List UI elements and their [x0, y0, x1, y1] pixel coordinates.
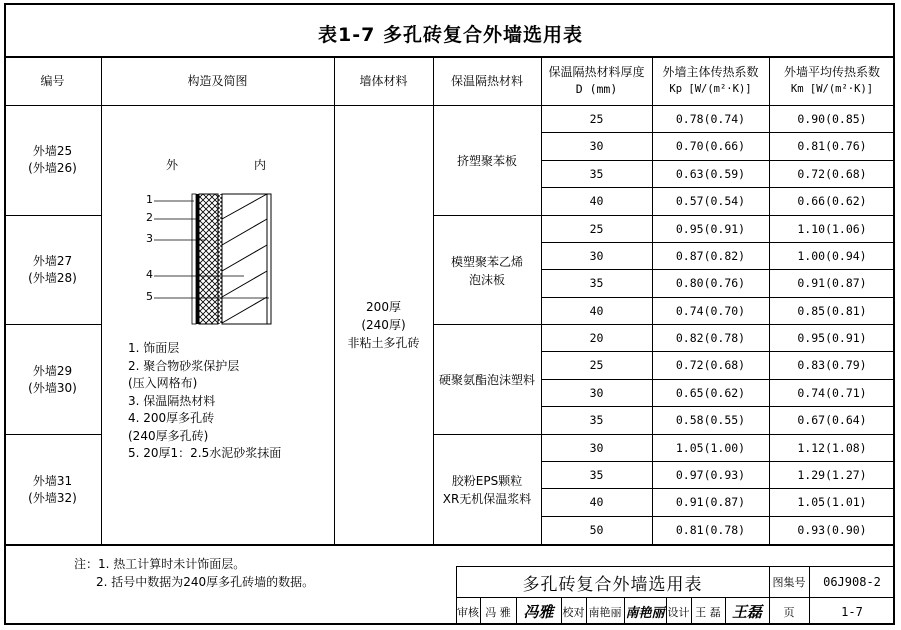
page-label: 页: [783, 605, 795, 619]
mortar-band: [218, 194, 222, 324]
kp-value: 0.63(0.59): [675, 166, 746, 181]
km-value: 1.29(1.27): [797, 467, 867, 482]
header-km: 外墙平均传热系数 Km [W/(m²·K)]: [783, 65, 880, 95]
insulation-material-cell: 胶粉EPS颗粒 XR无机保温浆料: [442, 473, 532, 506]
layer-number: 4: [146, 268, 153, 281]
atlas-number: 06J908-2: [823, 575, 881, 589]
thickness-value: 35: [589, 275, 604, 290]
header-kp: 外墙主体传热系数 Kp [W/(m²·K)]: [662, 65, 759, 95]
km-value: 0.74(0.71): [797, 385, 867, 400]
thickness-value: 35: [589, 412, 604, 427]
design-label: 设计: [667, 605, 690, 619]
diagram-inside-label: 内: [254, 158, 267, 172]
table-title: 表1-7 多孔砖复合外墙选用表: [318, 24, 583, 46]
layer-number: 3: [146, 232, 153, 245]
header-insulation-material: 保温隔热材料: [450, 73, 523, 88]
title-block-name: 多孔砖复合外墙选用表: [522, 574, 703, 595]
kp-value: 0.81(0.78): [675, 522, 746, 537]
km-value: 0.95(0.91): [797, 330, 867, 345]
checker-signature: 南艳丽: [625, 606, 665, 621]
finish-layer: [192, 194, 196, 324]
header-code: 编号: [40, 73, 65, 88]
km-value: 1.00(0.94): [797, 248, 867, 263]
code-cell: 外墙25 (外墙26): [28, 144, 77, 175]
km-value: 0.85(0.81): [797, 303, 867, 318]
code-cell: 外墙27 (外墙28): [28, 253, 77, 285]
reviewer-name: 冯 雅: [485, 605, 511, 619]
kp-value: 0.74(0.70): [675, 303, 746, 318]
thickness-value: 30: [589, 248, 604, 263]
kp-value: 0.82(0.78): [675, 330, 746, 345]
layer-number: 5: [146, 290, 153, 303]
insulation-material-cell: 模塑聚苯乙烯 泡沫板: [450, 254, 523, 287]
insulation-material-cell: 硬聚氨酯泡沫塑料: [438, 372, 535, 387]
layer-number: 1: [146, 193, 153, 206]
km-value: 0.83(0.79): [797, 357, 867, 372]
kp-value: 0.78(0.74): [675, 111, 746, 126]
insulation-layer: [199, 194, 218, 324]
thickness-value: 30: [589, 138, 604, 153]
km-value: 0.66(0.62): [797, 193, 867, 208]
km-value: 0.91(0.87): [797, 275, 867, 290]
atlas-label: 图集号: [772, 576, 806, 589]
brick-layer: [222, 194, 267, 324]
thickness-value: 30: [589, 385, 604, 400]
kp-value: 0.95(0.91): [675, 221, 746, 236]
kp-value: 0.91(0.87): [675, 494, 746, 509]
thickness-value: 25: [589, 357, 604, 372]
table-bottom-border: [4, 544, 895, 546]
km-value: 1.05(1.01): [797, 494, 867, 509]
thickness-value: 50: [589, 522, 604, 537]
note-1: 注：1. 热工计算时未计饰面层。: [74, 557, 246, 571]
thickness-value: 35: [589, 467, 604, 482]
thickness-value: 40: [589, 303, 604, 318]
code-cell: 外墙29 (外墙30): [28, 363, 77, 395]
thickness-value: 25: [589, 221, 604, 236]
wall-material-cell: 200厚 (240厚) 非粘土多孔砖: [347, 300, 420, 350]
kp-value: 0.57(0.54): [675, 193, 746, 208]
code-cell: 外墙31 (外墙32): [28, 473, 77, 505]
thickness-value: 20: [589, 330, 604, 345]
header-construction: 构造及简图: [187, 73, 248, 88]
thickness-value: 35: [589, 166, 604, 181]
wall-section-diagram: [140, 185, 300, 335]
layer-number: 2: [146, 211, 153, 224]
kp-value: 0.97(0.93): [675, 467, 746, 482]
designer-signature: 王磊: [731, 603, 762, 621]
km-value: 0.67(0.64): [797, 412, 867, 427]
kp-value: 0.87(0.82): [675, 248, 746, 263]
header-wall-material: 墙体材料: [359, 73, 408, 88]
note-2: 2. 括号中数据为240厚多孔砖墙的数据。: [96, 575, 315, 589]
kp-value: 0.65(0.62): [675, 385, 746, 400]
kp-value: 0.70(0.66): [675, 138, 746, 153]
header-thickness: 保温隔热材料厚度 D (mm): [548, 65, 645, 96]
plaster-layer: [267, 194, 271, 324]
layer-legend: 1. 饰面层 2. 聚合物砂浆保护层 (压入网格布) 3. 保温隔热材料 4. 200厚多孔砖 (240厚多孔砖) 5. 20厚1：2.5水泥砂浆抹面: [128, 341, 282, 460]
check-label: 校对: [562, 605, 585, 619]
km-value: 1.12(1.08): [797, 440, 867, 455]
designer-name: 王 磊: [695, 605, 721, 619]
km-value: 0.81(0.76): [797, 138, 867, 153]
thickness-value: 40: [589, 193, 604, 208]
km-value: 0.90(0.85): [797, 111, 867, 126]
review-label: 审核: [457, 605, 479, 619]
kp-value: 1.05(1.00): [675, 440, 746, 455]
insulation-material-cell: 挤塑聚苯板: [456, 153, 517, 168]
km-value: 1.10(1.06): [797, 221, 867, 236]
km-value: 0.93(0.90): [797, 522, 867, 537]
kp-value: 0.80(0.76): [675, 275, 746, 290]
km-value: 0.72(0.68): [797, 166, 867, 181]
checker-name: 南艳丽: [588, 605, 622, 619]
page-number: 1-7: [841, 604, 863, 619]
thickness-value: 25: [589, 111, 604, 126]
kp-value: 0.72(0.68): [675, 357, 746, 372]
kp-value: 0.58(0.55): [675, 412, 746, 427]
thickness-value: 40: [589, 494, 604, 509]
thickness-value: 30: [589, 440, 604, 455]
reviewer-signature: 冯雅: [523, 603, 554, 621]
diagram-outside-label: 外: [166, 158, 179, 172]
